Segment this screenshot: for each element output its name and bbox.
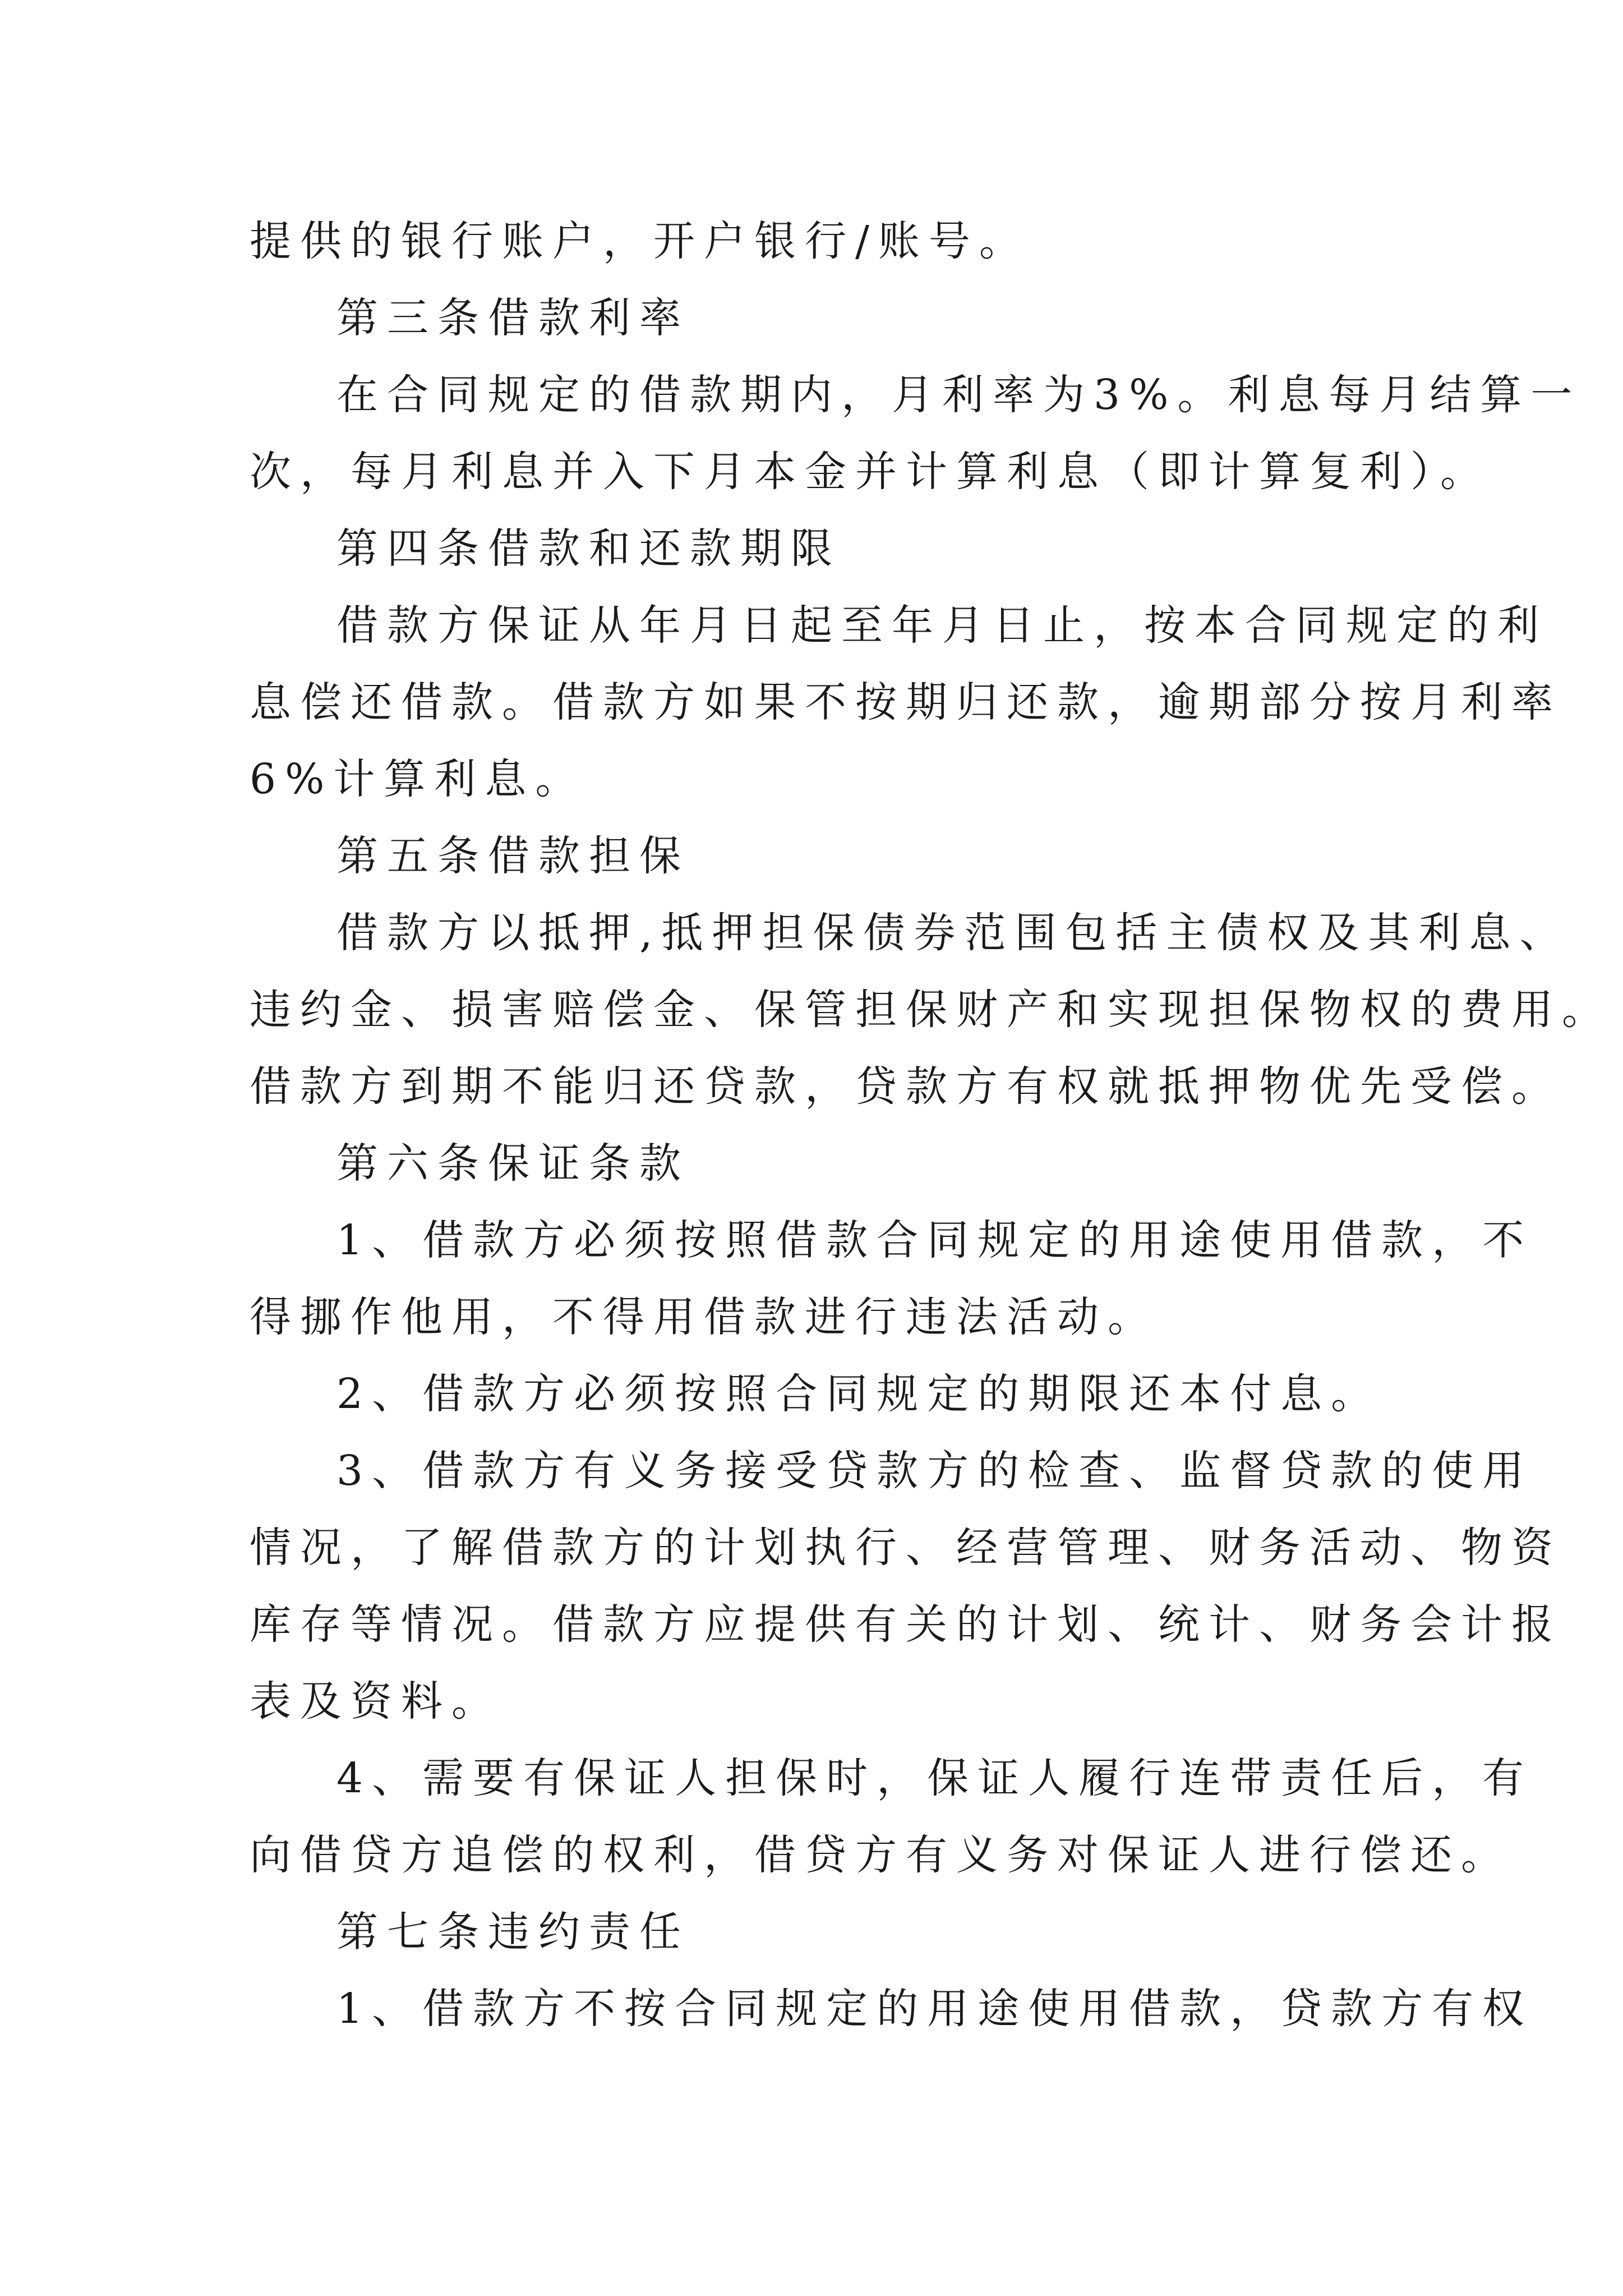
text-line: 息偿还借款。借款方如果不按期归还款，逾期部分按月利率	[250, 678, 1562, 726]
section-heading: 第四条借款和还款期限	[336, 524, 841, 573]
text-line: 情况，了解借款方的计划执行、经营管理、财务活动、物资	[250, 1524, 1562, 1572]
text-line: 借款方保证从年月日起至年月日止，按本合同规定的利	[336, 601, 1548, 650]
text-line: 库存等情况。借款方应提供有关的计划、统计、财务会计报	[250, 1600, 1562, 1649]
text-line: 2、借款方必须按照合同规定的期限还本付息。	[336, 1370, 1382, 1418]
text-line: 1、借款方不按合同规定的用途使用借款，贷款方有权	[336, 1985, 1533, 2033]
text-line: 在合同规定的借款期内，月利率为3%。利息每月结算一	[336, 371, 1581, 419]
section-heading: 第七条违约责任	[336, 1908, 690, 1956]
section-heading: 第三条借款利率	[336, 294, 690, 342]
text-line: 借款方到期不能归还贷款，贷款方有权就抵押物优先受偿。	[250, 1062, 1562, 1111]
text-line: 1、借款方必须按照借款合同规定的用途使用借款，不	[336, 1216, 1533, 1264]
section-heading: 第五条借款担保	[336, 832, 690, 880]
text-line: 违约金、损害赔偿金、保管担保财产和实现担保物权的费用。	[250, 986, 1612, 1034]
text-line: 4、需要有保证人担保时，保证人履行连带责任后，有	[336, 1754, 1533, 1802]
text-line: 向借贷方追偿的权利，借贷方有义务对保证人进行偿还。	[250, 1831, 1511, 1879]
text-line: 3、借款方有义务接受贷款方的检查、监督贷款的使用	[336, 1447, 1533, 1495]
text-line: 表及资料。	[250, 1677, 502, 1726]
text-line: 6%计算利息。	[250, 755, 586, 803]
text-line: 借款方以抵押,抵押担保债券范围包括主债权及其利息、	[336, 909, 1570, 957]
text-line: 提供的银行账户，开户银行/账号。	[250, 217, 1030, 265]
text-line: 得挪作他用，不得用借款进行违法活动。	[250, 1293, 1158, 1341]
text-line: 次，每月利息并入下月本金并计算利息（即计算复利）。	[250, 448, 1491, 496]
section-heading: 第六条保证条款	[336, 1139, 690, 1188]
